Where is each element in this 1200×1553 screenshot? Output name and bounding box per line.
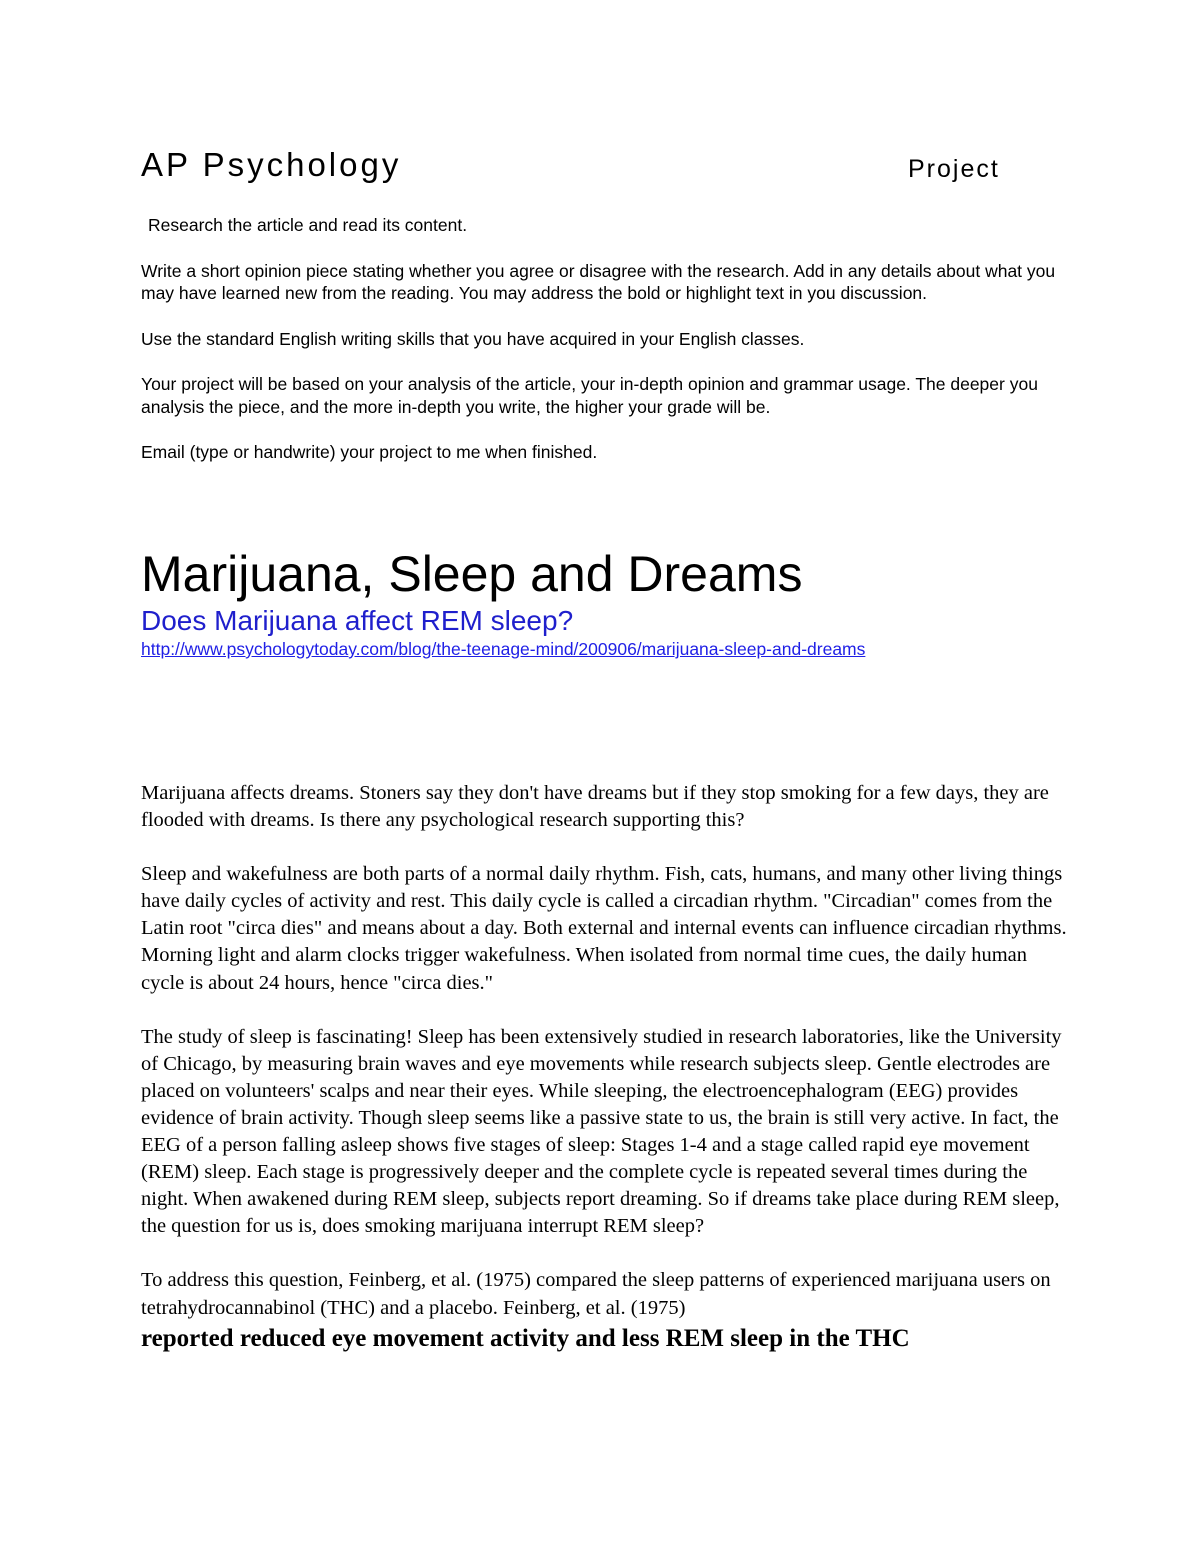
article-paragraph-3: The study of sleep is fascinating! Sleep has been extensively studied in research laboratories, like the University of Chicago, by measuring brain waves and eye movements while research subjects sleep. Gentle electrodes are placed on volunteers' scalps and near their eyes. While sleeping, the electroencephalogram (EEG) provides evidence of brain activity. Though sleep seems like a passive state to us, the brain is still very active. In fact, the EEG of a person falling asleep shows five stages of sleep: Stages 1-4 and a stage called rapid eye movement (REM) sleep. Each stage is progressively deeper and the complete cycle is repeated several times during the night. When awakened during REM sleep, subjects report dreaming. So if dreams take place during REM sleep, the question for us is, does smoking marijuana interrupt REM sleep? (141, 1025, 1062, 1238)
article-paragraph-4 (141, 1267, 1071, 1353)
course-title: AP Psychology (141, 146, 402, 183)
instructions (141, 214, 1071, 487)
article-title: Marijuana, Sleep and Dreams (141, 546, 803, 602)
article-subtitle: Does Marijuana affect REM sleep? (141, 605, 574, 636)
instruction-research: Research the article and read its content. (148, 215, 468, 235)
instruction-grading: Your project will be based on your analysis of the article, your in-depth opinion and grammar usage. The deeper you analysis the piece, and the more in-depth you write, the higher your grade will be. (141, 374, 1038, 417)
instruction-english-skills: Use the standard English writing skills that you have acquired in your English classes. (141, 328, 805, 349)
article-paragraph-2: Sleep and wakefulness are both parts of a normal daily rhythm. Fish, cats, humans, and many other living things have daily cycles of activity and rest. This daily cycle is called a circadian rhythm. "Circadian" comes from the Latin root "circa dies" and means about a day. Both external and internal events can influence circadian rhythms. Morning light and alarm clocks trigger wakefulness. When isolated from normal time cues, the daily human cycle is about 24 hours, hence "circa dies." (141, 863, 1067, 994)
article-body (141, 780, 1071, 1381)
article-paragraph-1: Marijuana affects dreams. Stoners say they don't have dreams but if they stop smoking for a few days, they are flooded with dreams. Is there any psychological research supporting this? (141, 782, 1049, 832)
article-link[interactable]: http://www.psychologytoday.com/blog/the-teenage-mind/200906/marijuana-sleep-and-dreams (141, 639, 866, 659)
project-label: Project (908, 155, 1000, 183)
instruction-email: Email (type or handwrite) your project to me when finished. (141, 442, 598, 462)
article-highlight-bold: reported reduced eye movement activity and less REM sleep in the THC (141, 1324, 910, 1352)
article-paragraph-4-text: To address this question, Feinberg, et al. (1975) compared the sleep patterns of experienced marijuana users on tetrahydrocannabinol (THC) and a placebo. Feinberg, et al. (1975) (141, 1269, 1051, 1319)
instruction-write: Write a short opinion piece stating whether you agree or disagree with the research. Add in any details about what you may have learned new from the reading. You may address the bold or highlight text in you discussion. (141, 260, 1056, 303)
